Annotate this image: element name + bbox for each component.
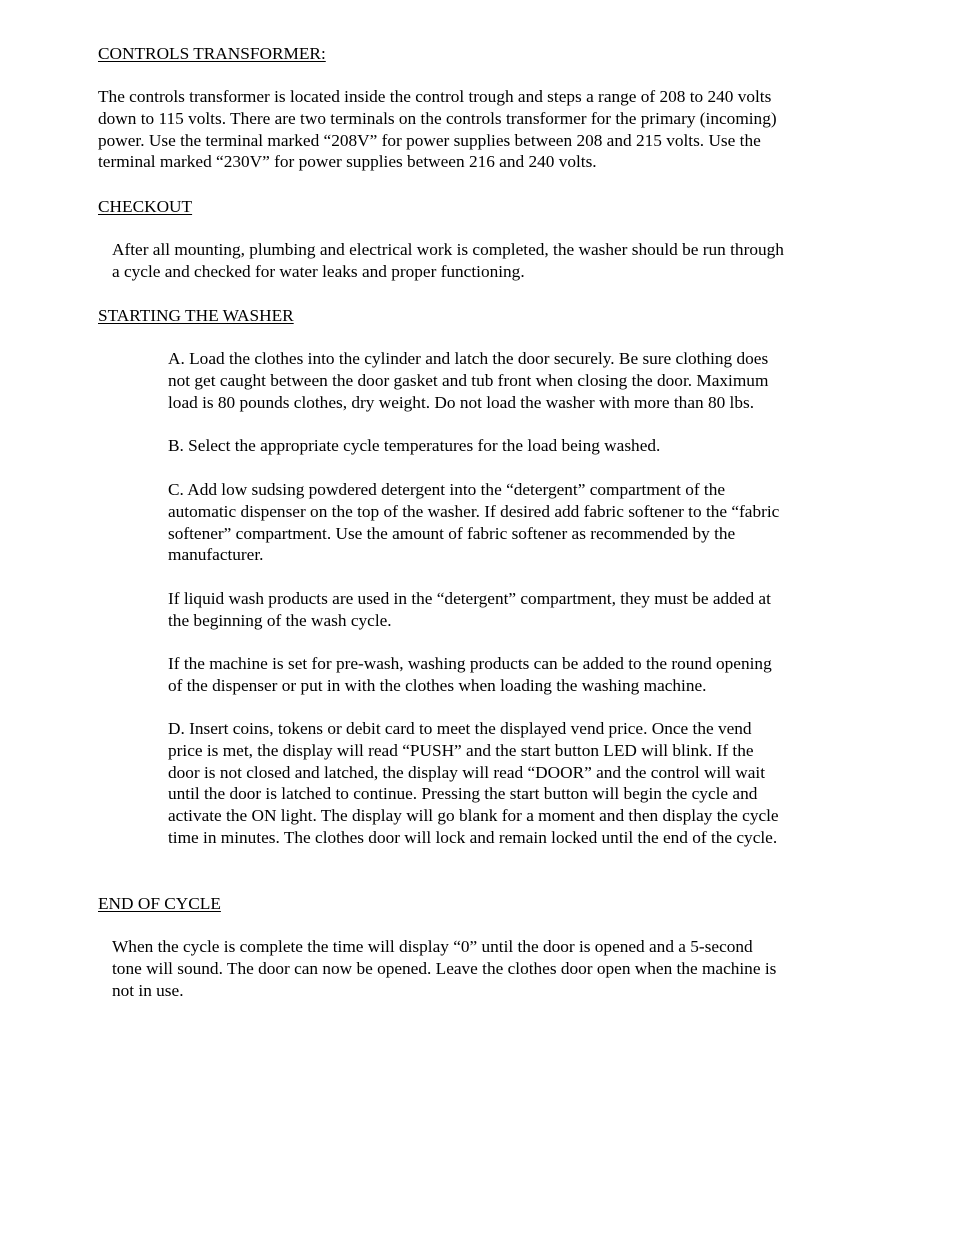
step-b-paragraph <box>168 435 660 457</box>
end-of-cycle-heading: END OF CYCLE <box>98 894 221 913</box>
paragraph-line: power. Use the terminal marked “208V” for power supplies between 208 and 215 volts. Use the <box>98 130 761 150</box>
checkout-paragraph <box>112 239 784 283</box>
liquid-products-paragraph <box>168 588 771 632</box>
prewash-paragraph <box>168 653 772 697</box>
step-d-paragraph <box>168 718 779 849</box>
paragraph-line: manufacturer. <box>168 545 264 565</box>
paragraph-line: softener” compartment. Use the amount of fabric softener as recommended by the <box>168 523 736 543</box>
paragraph-line: down to 115 volts. There are two terminals on the controls transformer for the primary (incoming) <box>98 108 777 128</box>
paragraph-line: time in minutes. The clothes door will lock and remain locked until the end of the cycle. <box>168 827 778 847</box>
paragraph-line: the beginning of the wash cycle. <box>168 610 392 630</box>
paragraph-line: price is met, the display will read “PUSH” and the start button LED will blink. If the <box>168 740 754 760</box>
paragraph-line: tone will sound. The door can now be opened. Leave the clothes door open when the machine is <box>112 958 777 978</box>
end-of-cycle-paragraph <box>112 936 776 1001</box>
paragraph-line: B. Select the appropriate cycle temperatures for the load being washed. <box>168 436 661 455</box>
paragraph-line: C. Add low sudsing powdered detergent into the “detergent” compartment of the <box>168 480 726 499</box>
step-a-paragraph <box>168 348 768 413</box>
controls-transformer-heading: CONTROLS TRANSFORMER: <box>98 44 326 63</box>
checkout-heading: CHECKOUT <box>98 197 193 216</box>
paragraph-line: D. Insert coins, tokens or debit card to meet the displayed vend price. Once the vend <box>168 719 752 738</box>
paragraph-line: The controls transformer is located inside the control trough and steps a range of 208 to 240 volts <box>98 87 772 106</box>
paragraph-line: not get caught between the door gasket and tub front when closing the door. Maximum <box>168 370 769 390</box>
paragraph-line: until the door is latched to continue. Pressing the start button will begin the cycle and <box>168 784 758 804</box>
starting-the-washer-heading: STARTING THE WASHER <box>98 306 294 325</box>
paragraph-line: automatic dispenser on the top of the washer. If desired add fabric softener to the “fabric <box>168 501 780 521</box>
paragraph-line: not in use. <box>112 980 184 1000</box>
paragraph-line: terminal marked “230V” for power supplies between 216 and 240 volts. <box>98 152 597 172</box>
paragraph-line: load is 80 pounds clothes, dry weight. Do not load the washer with more than 80 lbs. <box>168 392 755 412</box>
paragraph-line: When the cycle is complete the time will display “0” until the door is opened and a 5-second <box>112 937 753 956</box>
paragraph-line: A. Load the clothes into the cylinder and latch the door securely. Be sure clothing does <box>168 349 769 368</box>
paragraph-line: activate the ON light. The display will go blank for a moment and then display the cycle <box>168 806 779 826</box>
paragraph-line: of the dispenser or put in with the clothes when loading the washing machine. <box>168 675 707 695</box>
step-c-paragraph <box>168 479 779 566</box>
paragraph-line: door is not closed and latched, the display will read “DOOR” and the control will wait <box>168 762 766 782</box>
paragraph-line: If liquid wash products are used in the “detergent” compartment, they must be added at <box>168 589 771 608</box>
controls-transformer-paragraph <box>98 86 777 173</box>
paragraph-line: If the machine is set for pre-wash, washing products can be added to the round opening <box>168 654 772 673</box>
paragraph-line: a cycle and checked for water leaks and proper functioning. <box>112 261 525 281</box>
paragraph-line: After all mounting, plumbing and electrical work is completed, the washer should be run through <box>112 240 784 259</box>
